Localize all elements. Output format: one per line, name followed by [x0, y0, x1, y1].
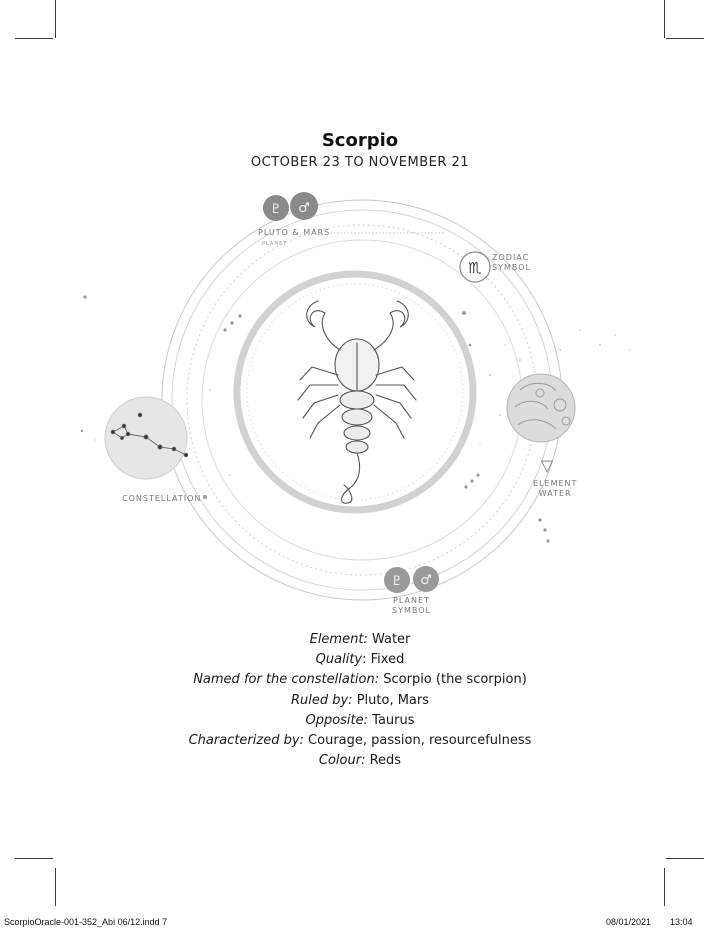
- zodiac-symbol-label-line1: ZODIAC: [492, 253, 530, 262]
- fact-value: Water: [371, 632, 411, 647]
- fact-value: Taurus: [372, 712, 415, 728]
- fact-value: Fixed: [370, 652, 405, 668]
- fact-value: Reds: [369, 753, 402, 769]
- constellation-label: CONSTELLATION: [122, 494, 202, 503]
- fact-value: Pluto, Mars: [356, 692, 430, 708]
- footer-file-slug: ScorpioOracle-001-352_Abi 06/12.indd 7: [4, 917, 168, 927]
- crop-mark-top-left-vertical: [55, 0, 56, 38]
- zodiac-diagram-svg: [0, 185, 720, 625]
- scorpio-zodiac-icon: ♏: [468, 259, 482, 277]
- fact-opposite: [0, 711, 720, 731]
- fact-value: Scorpio (the scorpion): [383, 672, 527, 688]
- fact-quality: [0, 650, 720, 670]
- zodiac-symbol-label-line2: SYMBOL: [492, 263, 531, 272]
- planet-symbol-label-line1: PLANET: [393, 596, 430, 605]
- mars-icon: ♂: [298, 201, 310, 216]
- crop-mark-top-right-horizontal: [666, 38, 704, 39]
- crop-mark-bottom-left-vertical: [55, 868, 56, 906]
- footer-time: 13:04: [670, 917, 693, 927]
- fact-label: Quality: [315, 652, 363, 668]
- zodiac-illustration: [0, 185, 720, 625]
- pluto-icon: ♇: [270, 202, 282, 217]
- ruler-planets-caption: PLANET: [262, 241, 288, 247]
- fact-label: Opposite:: [305, 712, 369, 728]
- fact-label: Named for the constellation:: [193, 672, 380, 688]
- fact-label: Ruled by:: [290, 692, 353, 708]
- pluto-symbol-icon: ♇: [391, 574, 403, 589]
- crop-mark-bottom-left-horizontal: [15, 858, 53, 859]
- crop-mark-bottom-right-vertical: [664, 868, 665, 906]
- zodiac-symbol-label: [492, 253, 531, 273]
- fact-label: Characterized by:: [188, 733, 304, 749]
- fact-characterized-by: [0, 731, 720, 751]
- date-range: OCTOBER 23 TO NOVEMBER 21: [250, 155, 470, 170]
- planet-symbol-label-line2: SYMBOL: [392, 606, 431, 615]
- fact-colour: [0, 751, 720, 771]
- page-title: Scorpio: [321, 130, 399, 151]
- fact-ruled-by: [0, 691, 720, 711]
- fact-label: Element:: [309, 632, 368, 647]
- fact-label: Colour:: [318, 753, 366, 769]
- footer-date: 08/01/2021: [606, 917, 652, 927]
- planet-symbol-label: [392, 596, 431, 616]
- fact-element: [0, 630, 720, 650]
- crop-mark-bottom-right-horizontal: [666, 858, 704, 859]
- fact-constellation: [0, 670, 720, 690]
- crop-mark-top-left-horizontal: [15, 38, 53, 39]
- fact-separator: :: [362, 652, 367, 668]
- ruler-planets-label: PLUTO & MARS: [258, 228, 331, 237]
- element-label-line2: WATER: [538, 489, 572, 498]
- element-label: [533, 479, 577, 499]
- water-element-icon: ▽: [540, 456, 554, 475]
- mars-symbol-icon: ♂: [420, 573, 432, 588]
- element-label-line1: ELEMENT: [533, 479, 578, 488]
- crop-mark-top-right-vertical: [664, 0, 665, 38]
- fact-value: Courage, passion, resourcefulness: [308, 733, 532, 749]
- sign-facts-list: [0, 630, 720, 771]
